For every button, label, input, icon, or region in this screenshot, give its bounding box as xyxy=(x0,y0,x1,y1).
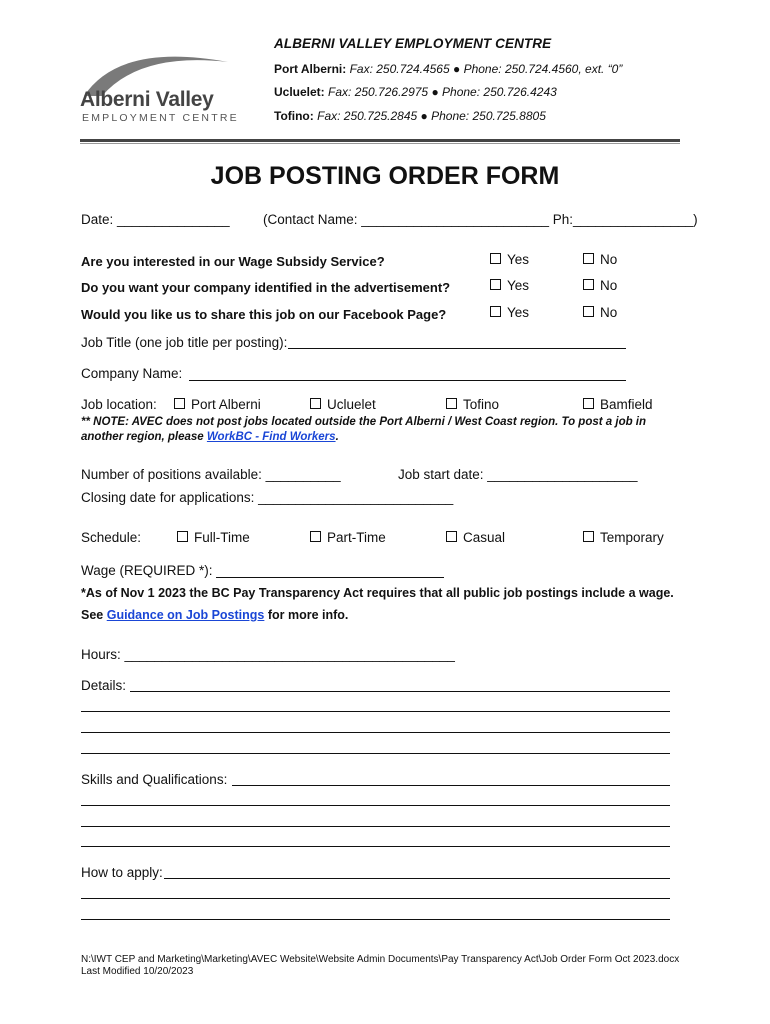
location-ucluelet-checkbox[interactable] xyxy=(310,397,376,412)
hours-field[interactable]: Hours: ____________________________________________ xyxy=(81,647,455,662)
apply-input-line[interactable] xyxy=(81,919,670,920)
schedule-temporary-checkbox[interactable] xyxy=(583,530,664,545)
details-input-line[interactable] xyxy=(81,732,670,733)
details-input-line[interactable] xyxy=(81,753,670,754)
checkbox-label: Yes xyxy=(507,252,530,267)
skills-label: Skills and Qualifications: xyxy=(81,772,228,787)
guidance-prefix: See xyxy=(81,608,107,622)
checkbox-label: No xyxy=(600,305,618,320)
region-note-line2 xyxy=(81,431,339,443)
wage-requirement-note: *As of Nov 1 2023 the BC Pay Transparency Act requires that all public job postings include a wage. xyxy=(81,586,674,600)
checkbox-icon[interactable] xyxy=(583,253,594,264)
checkbox-icon[interactable] xyxy=(583,398,594,409)
checkbox-icon[interactable] xyxy=(446,531,457,542)
office-name: Port Alberni: xyxy=(274,62,347,76)
office-name: Ucluelet: xyxy=(274,85,325,99)
schedule-part-time-checkbox[interactable] xyxy=(310,530,386,545)
company-name-input-line[interactable] xyxy=(189,380,626,381)
apply-input-line[interactable] xyxy=(164,878,670,879)
header-divider-thin xyxy=(80,143,680,144)
apply-input-line[interactable] xyxy=(81,898,670,899)
wage-subsidy-no-checkbox[interactable] xyxy=(583,252,617,267)
facebook-share-no-checkbox[interactable] xyxy=(583,305,617,320)
footer-file-path: N:\IWT CEP and Marketing\Marketing\AVEC Website\Website Admin Documents\Pay Transparency Act\Job Order Form Oct 2023.docx xyxy=(81,954,680,965)
company-identified-yes-checkbox[interactable] xyxy=(490,278,529,293)
header-divider xyxy=(80,139,680,142)
skills-input-line[interactable] xyxy=(232,785,670,786)
checkbox-icon[interactable] xyxy=(583,531,594,542)
footer-last-modified: Last Modified 10/20/2023 xyxy=(81,966,194,977)
office-details: Fax: 250.726.2975 ● Phone: 250.726.4243 xyxy=(328,85,557,99)
skills-input-line[interactable] xyxy=(81,805,670,806)
schedule-casual-checkbox[interactable] xyxy=(446,530,505,545)
guidance-suffix: for more info. xyxy=(264,608,349,622)
checkbox-label: Full-Time xyxy=(194,530,250,545)
wage-subsidy-yes-checkbox[interactable] xyxy=(490,252,529,267)
org-name: ALBERNI VALLEY EMPLOYMENT CENTRE xyxy=(274,36,552,51)
checkbox-label: Port Alberni xyxy=(191,397,261,412)
office-ucluelet xyxy=(274,85,557,99)
wage-input-line[interactable] xyxy=(216,577,444,578)
checkbox-icon[interactable] xyxy=(490,279,501,290)
closing-date-field[interactable]: Closing date for applications: __________________________ xyxy=(81,490,454,505)
location-tofino-checkbox[interactable] xyxy=(446,397,499,412)
office-details: Fax: 250.724.4565 ● Phone: 250.724.4560, ext. “0” xyxy=(349,62,623,76)
question-facebook-share: Would you like us to share this job on our Facebook Page? xyxy=(81,307,447,322)
region-note-suffix: . xyxy=(335,431,339,443)
checkbox-label: No xyxy=(600,252,618,267)
question-wage-subsidy: Are you interested in our Wage Subsidy Service? xyxy=(81,254,385,269)
region-note-prefix: another region, please xyxy=(81,431,207,443)
office-name: Tofino: xyxy=(274,109,314,123)
schedule-label: Schedule: xyxy=(81,530,142,545)
checkbox-label: Bamfield xyxy=(600,397,653,412)
wage-label: Wage (REQUIRED *): xyxy=(81,563,213,578)
details-input-line[interactable] xyxy=(81,711,670,712)
facebook-share-yes-checkbox[interactable] xyxy=(490,305,529,320)
checkbox-icon[interactable] xyxy=(174,398,185,409)
logo-sub-text: EMPLOYMENT CENTRE xyxy=(82,112,239,124)
positions-field[interactable]: Number of positions available: __________ xyxy=(81,467,341,482)
skills-input-line[interactable] xyxy=(81,826,670,827)
company-name-label: Company Name: xyxy=(81,366,183,381)
checkbox-icon[interactable] xyxy=(177,531,188,542)
company-identified-no-checkbox[interactable] xyxy=(583,278,617,293)
office-details: Fax: 250.725.2845 ● Phone: 250.725.8805 xyxy=(317,109,546,123)
checkbox-label: Ucluelet xyxy=(327,397,376,412)
checkbox-icon[interactable] xyxy=(490,253,501,264)
apply-label: How to apply: xyxy=(81,865,163,880)
location-bamfield-checkbox[interactable] xyxy=(583,397,653,412)
office-tofino xyxy=(274,109,546,123)
region-note-line1: ** NOTE: AVEC does not post jobs located outside the Port Alberni / West Coast region. To post a job in xyxy=(81,416,647,428)
checkbox-icon[interactable] xyxy=(310,398,321,409)
checkbox-label: Part-Time xyxy=(327,530,386,545)
schedule-full-time-checkbox[interactable] xyxy=(177,530,250,545)
workbc-link[interactable]: WorkBC - Find Workers xyxy=(206,431,336,443)
checkbox-label: Casual xyxy=(463,530,506,545)
checkbox-icon[interactable] xyxy=(446,398,457,409)
location-port-alberni-checkbox[interactable] xyxy=(174,397,261,412)
form-title: JOB POSTING ORDER FORM xyxy=(210,162,560,190)
logo-main-text: Alberni Valley xyxy=(80,88,214,111)
job-title-input-line[interactable] xyxy=(288,348,626,349)
checkbox-label: No xyxy=(600,278,618,293)
checkbox-label: Yes xyxy=(507,278,530,293)
checkbox-icon[interactable] xyxy=(490,306,501,317)
details-input-line[interactable] xyxy=(130,691,670,692)
details-label: Details: xyxy=(81,678,127,693)
checkbox-label: Yes xyxy=(507,305,530,320)
question-company-identified: Do you want your company identified in the advertisement? xyxy=(81,280,451,295)
date-field[interactable]: Date: _______________ xyxy=(81,212,230,227)
contact-field[interactable]: (Contact Name: _________________________ Ph:________________) xyxy=(263,212,698,227)
checkbox-icon[interactable] xyxy=(583,306,594,317)
checkbox-label: Temporary xyxy=(600,530,664,545)
guidance-link[interactable]: Guidance on Job Postings xyxy=(106,608,265,622)
office-port-alberni xyxy=(274,62,622,76)
start-date-field[interactable]: Job start date: ____________________ xyxy=(398,467,638,482)
job-location-label: Job location: xyxy=(81,397,157,412)
guidance-line xyxy=(81,608,348,622)
job-title-label: Job Title (one job title per posting): xyxy=(81,335,288,350)
skills-input-line[interactable] xyxy=(81,846,670,847)
checkbox-label: Tofino xyxy=(463,397,500,412)
checkbox-icon[interactable] xyxy=(310,531,321,542)
checkbox-icon[interactable] xyxy=(583,279,594,290)
logo xyxy=(80,48,250,126)
